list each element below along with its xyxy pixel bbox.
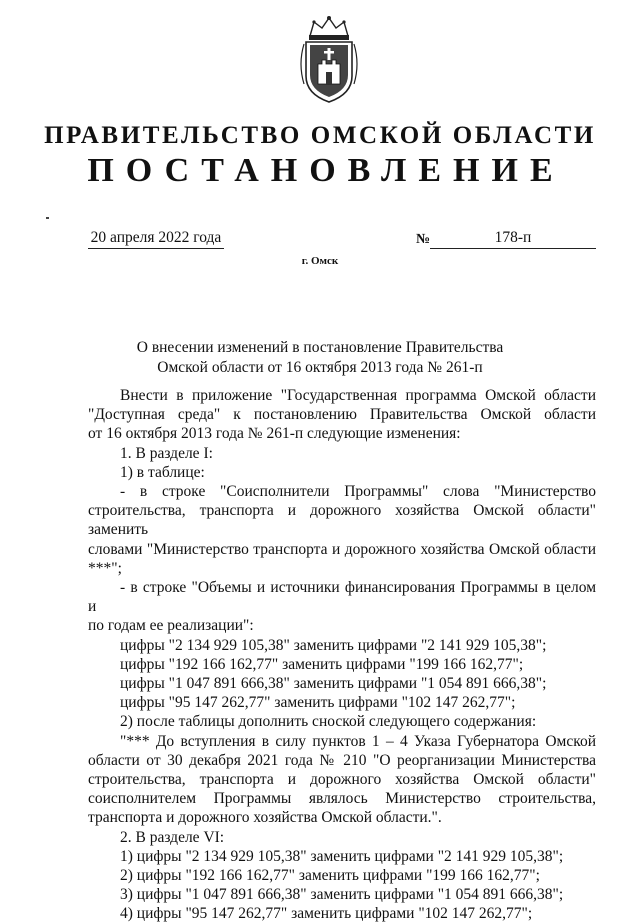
body-line: 3) цифры "1 047 891 666,38" заменить цифрами "1 054 891 666,38";	[120, 886, 564, 904]
document-date: 20 апреля 2022 года	[88, 229, 224, 249]
body-line: транспорта и дорожного хозяйства Омской области.".	[88, 809, 442, 827]
body-line: 1) в таблице:	[120, 463, 205, 481]
body-line: строительства, транспорта и дорожного хозяйства Омской области"	[88, 771, 596, 789]
body-line: Внести в приложение "Государственная программа Омской области	[120, 387, 596, 404]
body-line: от 16 октября 2013 года № 261-п следующие изменения:	[88, 425, 461, 443]
document-subject	[0, 338, 640, 378]
body-line: 1. В разделе I:	[120, 444, 213, 462]
body-line: 1) цифры "2 134 929 105,38" заменить цифрами "2 141 929 105,38";	[120, 847, 564, 865]
document-number: 178-п	[430, 229, 596, 249]
body-line: соисполнителем Программы являлось Министерство строительства,	[88, 790, 596, 808]
subject-line: О внесении изменений в постановление Правительства	[136, 339, 504, 356]
body-line: 2. В разделе VI:	[120, 828, 225, 846]
body-line: - в строке "Объемы и источники финансирования Программы в целом и	[88, 579, 596, 616]
scan-mark	[46, 217, 49, 219]
subject-line: Омской области от 16 октября 2013 года № 261-п	[157, 359, 483, 376]
body-line: строительства, транспорта и дорожного хозяйства Омской области" заменить	[88, 502, 596, 539]
body-line: цифры "95 147 262,77" заменить цифрами "102 147 262,77";	[120, 694, 516, 712]
body-line: 2) цифры "192 166 162,77" заменить цифрами "199 166 162,77";	[120, 867, 540, 885]
document-type: ПОСТАНОВЛЕНИЕ	[87, 152, 565, 189]
body-line: - в строке "Соисполнители Программы" слова "Министерство	[120, 483, 596, 501]
document-body	[88, 386, 596, 924]
organization-name: ПРАВИТЕЛЬСТВО ОМСКОЙ ОБЛАСТИ	[44, 122, 596, 149]
body-line: "Доступная среда" к постановлению Правительства Омской области	[88, 406, 596, 424]
body-line: 2) после таблицы дополнить сноской следующего содержания:	[120, 713, 537, 731]
number-sign: №	[416, 232, 431, 247]
body-line: 4) цифры "95 147 262,77" заменить цифрами "102 147 262,77";	[120, 905, 533, 923]
body-line: по годам ее реализации":	[88, 617, 254, 635]
body-line: цифры "2 134 929 105,38" заменить цифрами "2 141 929 105,38";	[120, 636, 547, 654]
body-line: словами "Министерство транспорта и дорожного хозяйства Омской области	[88, 540, 596, 558]
body-line: "*** До вступления в силу пунктов 1 – 4 Указа Губернатора Омской	[120, 732, 596, 750]
omsk-oblast-coat-of-arms-icon	[296, 14, 362, 104]
body-line: цифры "192 166 162,77" заменить цифрами "199 166 162,77";	[120, 655, 524, 673]
body-line: цифры "1 047 891 666,38" заменить цифрами "1 054 891 666,38";	[120, 675, 547, 693]
document-city: г. Омск	[301, 255, 339, 267]
body-line: ***";	[88, 559, 122, 577]
body-line: области от 30 декабря 2021 года № 210 "О реорганизации Министерства	[88, 751, 596, 769]
